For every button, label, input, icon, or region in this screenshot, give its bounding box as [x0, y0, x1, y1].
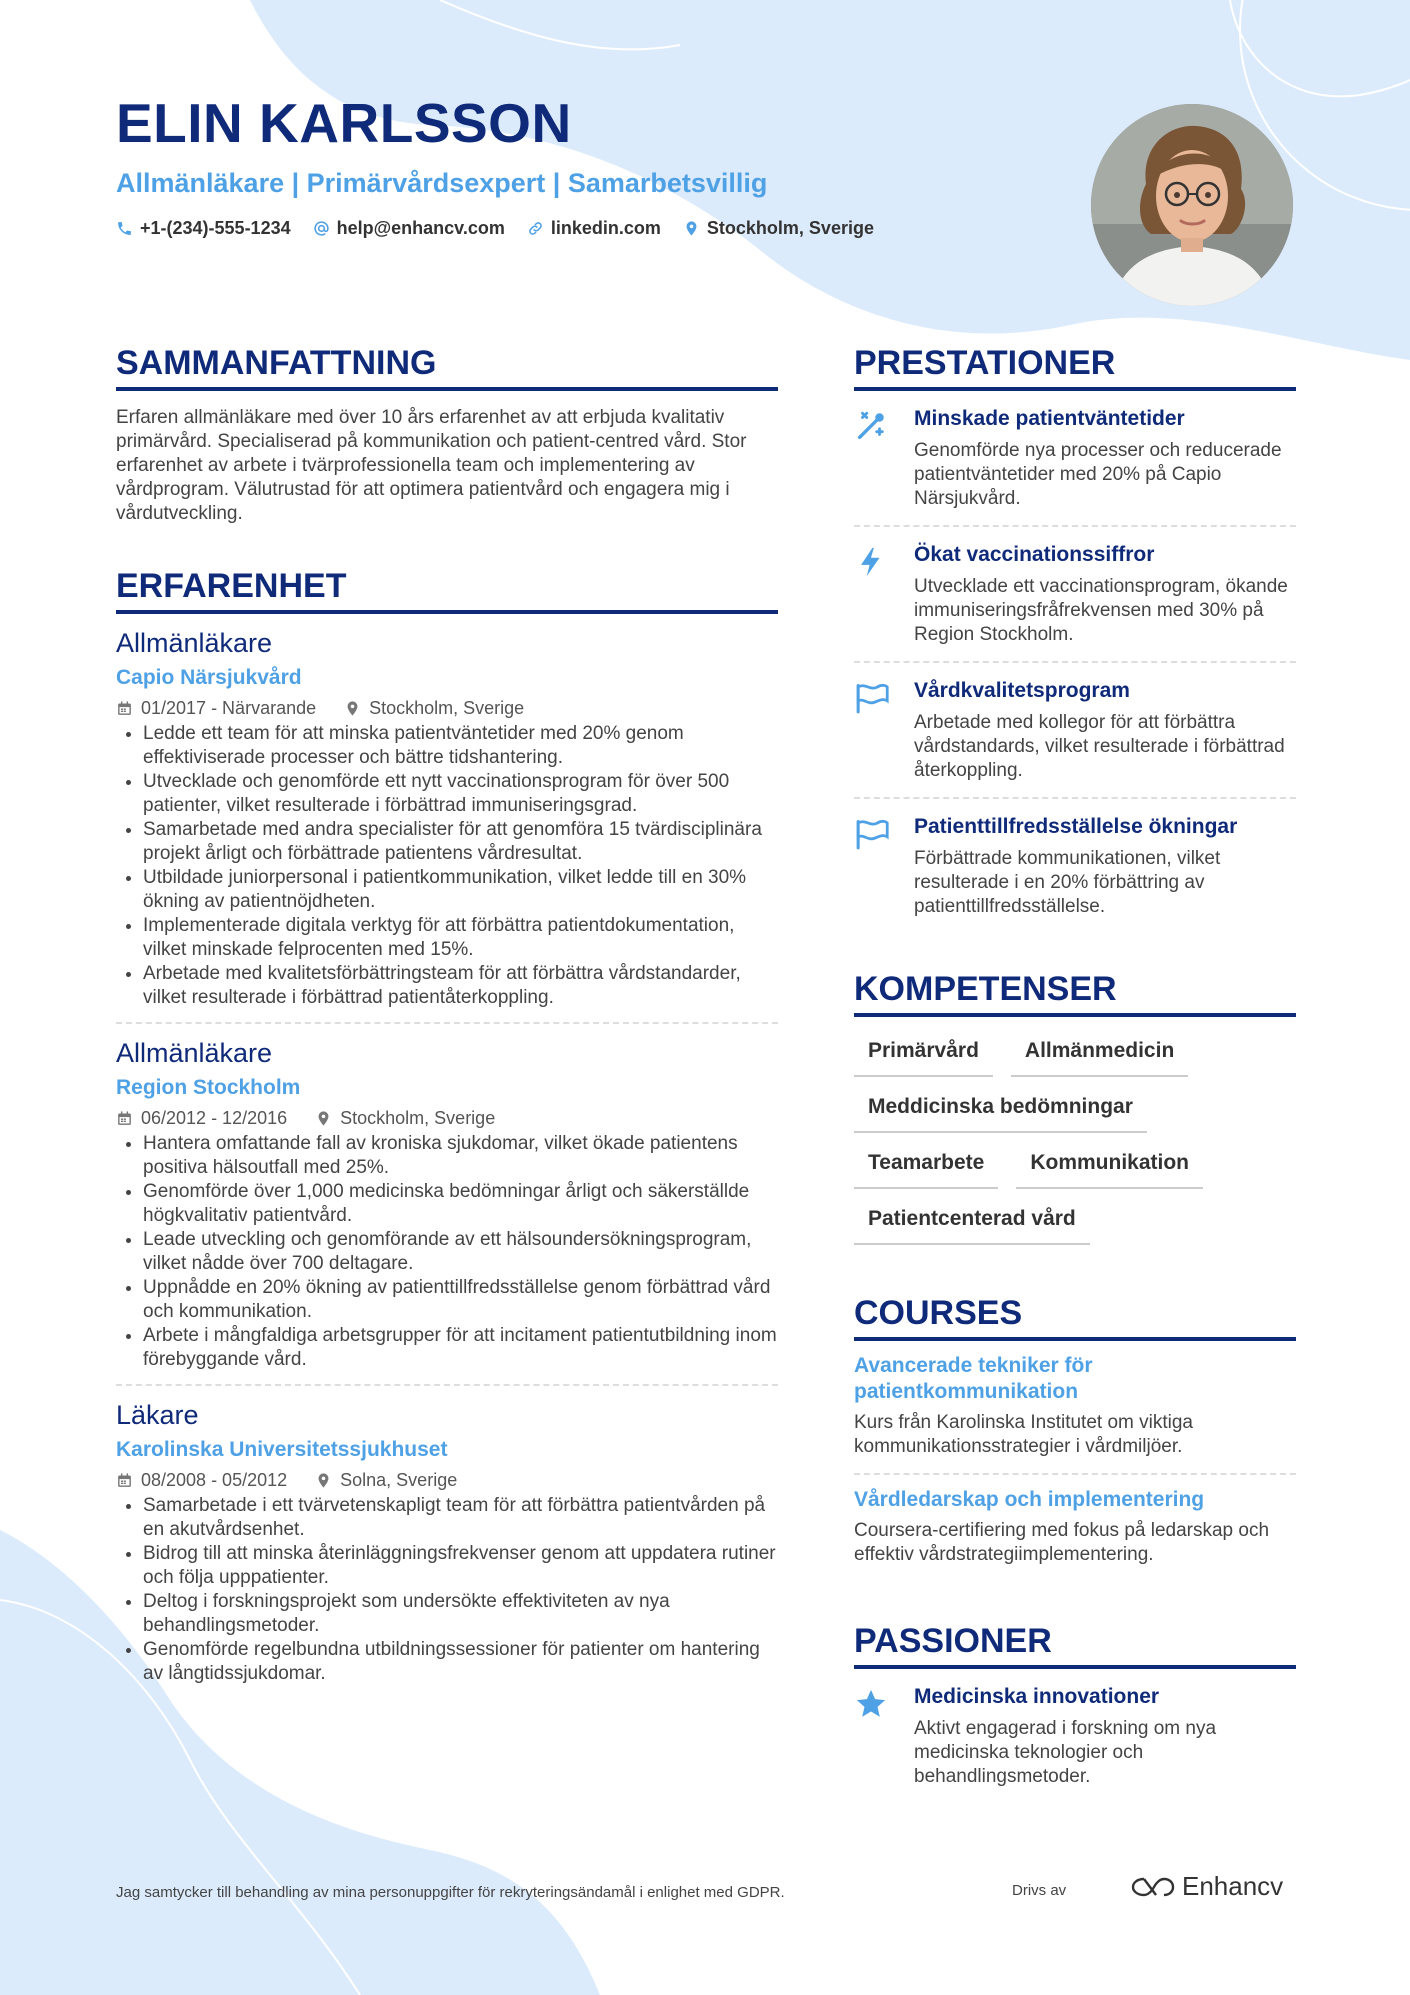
job-role: Läkare — [116, 1400, 199, 1430]
skills-section — [854, 969, 1296, 1245]
location-text: Stockholm, Sverige — [706, 218, 874, 238]
wand-icon — [854, 409, 888, 443]
contact-phone[interactable] — [116, 218, 291, 239]
section-title: SAMMANFATTNING — [116, 343, 778, 391]
location-pin-icon — [683, 220, 700, 237]
achievement-desc: Genomförde nya processer och reducerade patientväntetider med 20% på Capio Närsjukvård. — [914, 440, 1282, 509]
job-company: Region Stockholm — [116, 1076, 301, 1099]
job-meta — [116, 1106, 778, 1130]
achievement-desc: Förbättrade kommunikationen, vilket resulterade i en 20% förbättring av patienttillfredsställelse. — [914, 848, 1221, 917]
linkedin-text: linkedin.com — [550, 218, 661, 238]
bullet-item: • Implementerade digitala verktyg för att förbättra patientdokumentation, vilket minskade felprocenten med 15%. — [143, 914, 778, 962]
calendar-icon — [116, 700, 133, 717]
job-company: Capio Närsjukvård — [116, 666, 302, 689]
bullet-item: • Ledde ett team för att minska patientväntetider med 20% genom effektiviserade processer och bättre tidshantering. — [143, 722, 778, 770]
passion-item — [854, 1669, 1296, 1803]
course-desc: Coursera-certifiering med fokus på ledarskap och effektiv vårdstrategiimplementering. — [854, 1520, 1270, 1565]
achievement-item — [854, 663, 1296, 799]
phone-text: +1-(234)-555-1234 — [140, 218, 291, 238]
job-entry — [116, 614, 778, 1024]
job-dates: 08/2008 - 05/2012 — [141, 1470, 288, 1490]
job-meta — [116, 1468, 778, 1492]
email-text: help@enhancv.com — [336, 218, 505, 238]
link-icon — [527, 220, 544, 237]
passion-desc: Aktivt engagerad i forskning om nya medicinska teknologier och behandlingsmetoder. — [914, 1718, 1217, 1787]
flag-icon — [854, 817, 890, 851]
lightning-icon — [854, 545, 888, 579]
location-pin-icon — [315, 1110, 332, 1127]
section-title: COURSES — [854, 1293, 1296, 1341]
job-location: Stockholm, Sverige — [340, 1108, 496, 1128]
bullet-item: • Arbete i mångfaldiga arbetsgrupper för att incitament patientutbildning inom förebyggande vård. — [143, 1324, 778, 1372]
at-icon — [313, 220, 330, 237]
achievement-title: Vårdkvalitetsprogram — [914, 679, 1130, 702]
job-bullets — [116, 1494, 778, 1686]
skills-list — [854, 1035, 1296, 1245]
bullet-item: • Utbildade juniorpersonal i patientkommunikation, vilket ledde till en 30% ökning av patientnöjdheten. — [143, 866, 778, 914]
bullet-item: • Samarbetade med andra specialister för att genomföra 15 tvärdisciplinära projekt årligt och förbättrade patientens vårdresultat. — [143, 818, 778, 866]
job-bullets — [116, 1132, 778, 1372]
right-column — [854, 343, 1296, 1843]
flag-icon — [854, 681, 890, 715]
job-location: Stockholm, Sverige — [369, 698, 525, 718]
section-title: KOMPETENSER — [854, 969, 1296, 1017]
job-meta — [116, 696, 778, 720]
achievement-desc: Utvecklade ett vaccinationsprogram, ökande immuniseringsfråfrekvensen med 30% på Region Stockholm. — [914, 576, 1288, 645]
job-entry — [116, 1386, 778, 1698]
achievement-title: Minskade patientväntetider — [914, 407, 1185, 430]
achievements-section — [854, 343, 1296, 933]
enhancv-logo-icon — [1130, 1874, 1176, 1900]
location-pin-icon — [315, 1472, 332, 1489]
calendar-icon — [116, 1472, 133, 1489]
section-title: PASSIONER — [854, 1621, 1296, 1669]
calendar-icon — [116, 1110, 133, 1127]
skill-tag: Kommunikation — [1016, 1147, 1203, 1189]
course-title: Vårdledarskap och implementering — [854, 1488, 1205, 1511]
course-item — [854, 1341, 1296, 1475]
course-desc: Kurs från Karolinska Institutet om viktiga kommunikationsstrategier i vårdmiljöer. — [854, 1412, 1193, 1457]
contact-location — [683, 218, 874, 239]
bullet-item: • Deltog i forskningsprojekt som undersökte effektiviteten av nya behandlingsmetoder. — [143, 1590, 778, 1638]
achievement-title: Patienttillfredsställelse ökningar — [914, 815, 1238, 838]
contact-linkedin[interactable] — [527, 218, 661, 239]
course-title: Avancerade tekniker för patientkommunikation — [854, 1354, 1093, 1403]
profile-photo — [1091, 104, 1293, 306]
bullet-item: • Genomförde regelbundna utbildningssessioner för patienter om hantering av långtidssjukdomar. — [143, 1638, 778, 1686]
location-pin-icon — [344, 700, 361, 717]
star-icon — [854, 1687, 888, 1721]
job-location: Solna, Sverige — [340, 1470, 458, 1490]
job-dates: 06/2012 - 12/2016 — [141, 1108, 288, 1128]
skill-tag: Primärvård — [854, 1035, 993, 1077]
achievement-item — [854, 391, 1296, 527]
job-bullets — [116, 722, 778, 1010]
passion-title: Medicinska innovationer — [914, 1685, 1160, 1708]
course-item — [854, 1475, 1296, 1581]
bullet-item: • Genomförde över 1,000 medicinska bedömningar årligt och säkerställde högkvalitativ patientvård. — [143, 1180, 778, 1228]
bullet-item: • Hantera omfattande fall av kroniska sjukdomar, vilket ökade patientens positiva hälsoutfall med 25%. — [143, 1132, 778, 1180]
bullet-item: • Uppnådde en 20% ökning av patienttillfredsställelse genom förbättrad vård och kommunikation. — [143, 1276, 778, 1324]
powered-by-label: Drivs av — [1012, 1882, 1067, 1899]
job-entry — [116, 1024, 778, 1386]
phone-icon — [116, 220, 133, 237]
job-company: Karolinska Universitetssjukhuset — [116, 1438, 448, 1461]
bullet-item: • Arbetade med kvalitetsförbättringsteam för att förbättra vårdstandarder, vilket resulterade i förbättrad patientåterkoppling. — [143, 962, 778, 1010]
skill-tag: Patientcenterad vård — [854, 1203, 1090, 1245]
brand-logo[interactable] — [1130, 1871, 1283, 1902]
bullet-item: • Leade utveckling och genomförande av ett hälsoundersökningsprogram, vilket nådde över 700 deltagare. — [143, 1228, 778, 1276]
contact-email[interactable] — [313, 218, 505, 239]
candidate-name: ELIN KARLSSON — [116, 92, 572, 154]
brand-name: Enhancv — [1182, 1871, 1284, 1901]
section-title: ERFARENHET — [116, 566, 778, 614]
section-title: PRESTATIONER — [854, 343, 1296, 391]
bullet-item: • Bidrog till att minska återinläggningsfrekvenser genom att uppdatera rutiner och följa upppatienter. — [143, 1542, 778, 1590]
skill-tag: Meddicinska bedömningar — [854, 1091, 1147, 1133]
gdpr-consent-text: Jag samtycker till behandling av mina personuppgifter för rekryteringsändamål i enlighet med GDPR. — [116, 1884, 785, 1901]
bullet-item: • Samarbetade i ett tvärvetenskapligt team för att förbättra patientvården på en akutvårdsenhet. — [143, 1494, 778, 1542]
headline-tagline: Allmänläkare | Primärvårdsexpert | Samarbetsvillig — [116, 168, 768, 198]
skill-tag: Allmänmedicin — [1011, 1035, 1188, 1077]
passions-section — [854, 1621, 1296, 1803]
achievement-desc: Arbetade med kollegor för att förbättra vårdstandards, vilket resulterade i förbättrad återkoppling. — [914, 712, 1285, 781]
achievement-title: Ökat vaccinationssiffror — [914, 543, 1155, 566]
skill-tag: Teamarbete — [854, 1147, 998, 1189]
job-role: Allmänläkare — [116, 628, 273, 658]
job-dates: 01/2017 - Närvarande — [141, 698, 317, 718]
contact-bar — [116, 218, 874, 239]
experience-section — [116, 566, 778, 1698]
achievement-item — [854, 799, 1296, 933]
left-column — [116, 343, 778, 1698]
achievement-item — [854, 527, 1296, 663]
courses-section — [854, 1293, 1296, 1581]
bullet-item: • Utvecklade och genomförde ett nytt vaccinationsprogram för över 500 patienter, vilket resulterade i förbättrad immuniseringsgrad. — [143, 770, 778, 818]
job-role: Allmänläkare — [116, 1038, 273, 1068]
summary-text: Erfaren allmänläkare med över 10 års erfarenhet av att erbjuda kvalitativ primärvård. Specialiserad på kommunikation och patient-centred vård. Stor erfarenhet av arbete i tvärprofessionella team och implementering av vårdprogram. Välutrustad för att optimera patientvård och engagera mig i vårdutveckling. — [116, 407, 747, 524]
summary-section — [116, 343, 778, 526]
